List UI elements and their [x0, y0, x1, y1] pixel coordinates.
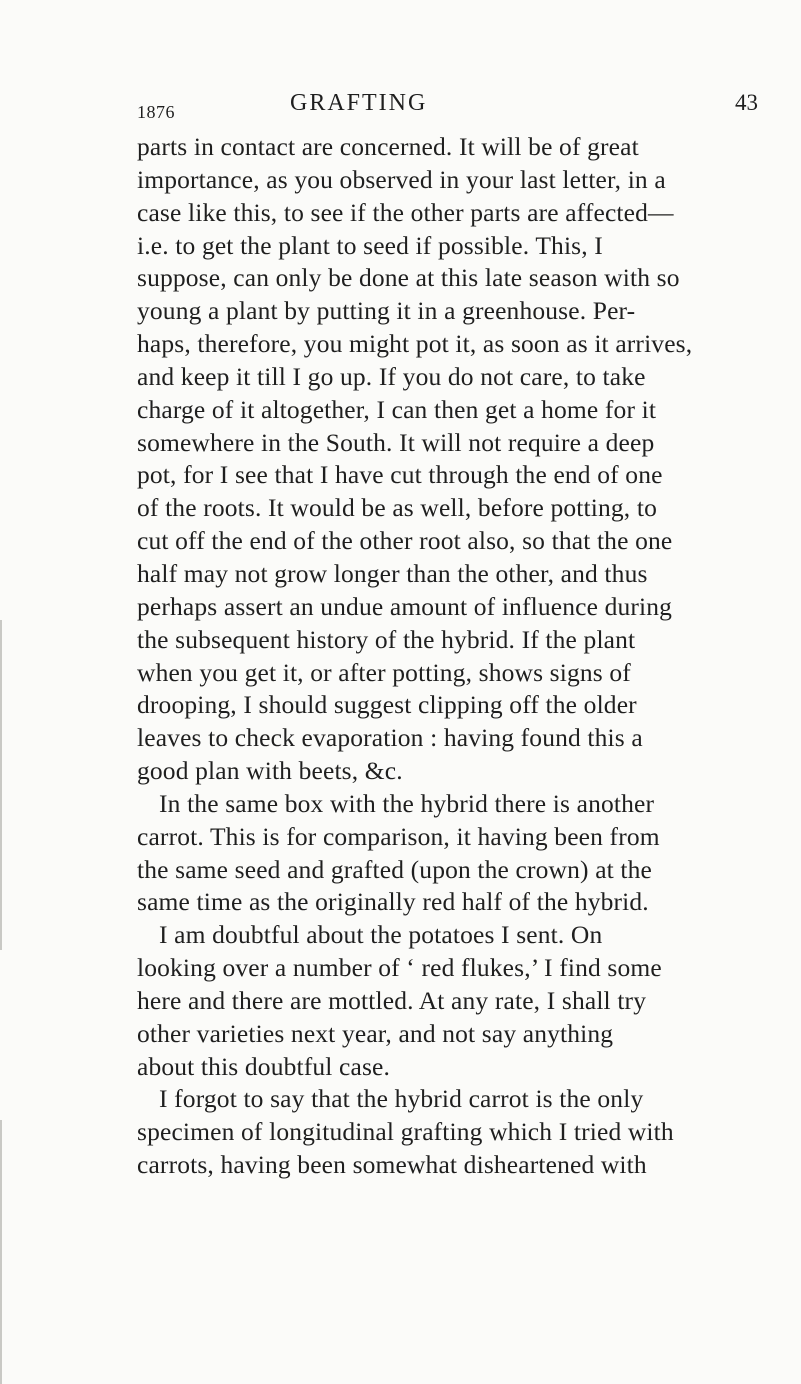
text-line: haps, therefore, you might pot it, as soon as it arrives,: [137, 329, 693, 359]
text-line: carrots, having been somewhat disheartened with: [137, 1150, 647, 1180]
text-line: other varieties next year, and not say anything: [137, 1018, 614, 1048]
text-line: looking over a number of ‘ red flukes,’ I find some: [137, 953, 662, 983]
body-text: [137, 131, 801, 1182]
text-line: the same seed and grafted (upon the crown) at the: [137, 854, 653, 884]
text-line: suppose, can only be done at this late season with so: [137, 263, 680, 293]
text-line: charge of it altogether, I can then get a home for it: [137, 394, 657, 424]
header-title: GRAFTING: [290, 90, 428, 116]
text-line: I forgot to say that the hybrid carrot is the only: [159, 1084, 644, 1114]
header-year: 1876: [137, 102, 175, 122]
page-number: 43: [735, 90, 758, 115]
text-line: half may not grow longer than the other, and thus: [137, 558, 648, 588]
text-line: pot, for I see that I have cut through the end of one: [137, 460, 663, 490]
page-edge-shadow: [0, 620, 2, 950]
page-edge-shadow: [0, 1120, 2, 1384]
text-line: importance, as you observed in your last letter, in a: [137, 164, 666, 194]
text-line: i.e. to get the plant to seed if possible. This, I: [137, 230, 603, 260]
text-line: about this doubtful case.: [137, 1051, 391, 1081]
text-line: perhaps assert an undue amount of influence during: [137, 591, 673, 621]
text-line: when you get it, or after potting, shows signs of: [137, 657, 631, 687]
text-line: and keep it till I go up. If you do not care, to take: [137, 361, 646, 391]
text-line: young a plant by putting it in a greenhouse. Per-: [137, 296, 636, 326]
text-line: same time as the originally red half of the hybrid.: [137, 887, 649, 917]
text-line: good plan with beets, &c.: [137, 756, 403, 786]
text-line: somewhere in the South. It will not require a deep: [137, 427, 655, 457]
text-line: parts in contact are concerned. It will be of great: [137, 132, 639, 161]
text-line: case like this, to see if the other parts are affected—: [137, 197, 674, 227]
text-line: In the same box with the hybrid there is another: [159, 788, 655, 818]
text-line: cut off the end of the other root also, so that the one: [137, 526, 673, 556]
text-line: carrot. This is for comparison, it having been from: [137, 821, 660, 851]
text-line: of the roots. It would be as well, before potting, to: [137, 493, 657, 523]
text-line: the subsequent history of the hybrid. If the plant: [137, 624, 636, 654]
running-header: [0, 90, 801, 126]
text-line: drooping, I should suggest clipping off the older: [137, 690, 637, 720]
text-line: here and there are mottled. At any rate, I shall try: [137, 985, 647, 1015]
text-line: I am doubtful about the potatoes I sent. On: [159, 920, 603, 950]
text-line: leaves to check evaporation : having found this a: [137, 723, 643, 753]
text-line: specimen of longitudinal grafting which I tried with: [137, 1117, 674, 1147]
